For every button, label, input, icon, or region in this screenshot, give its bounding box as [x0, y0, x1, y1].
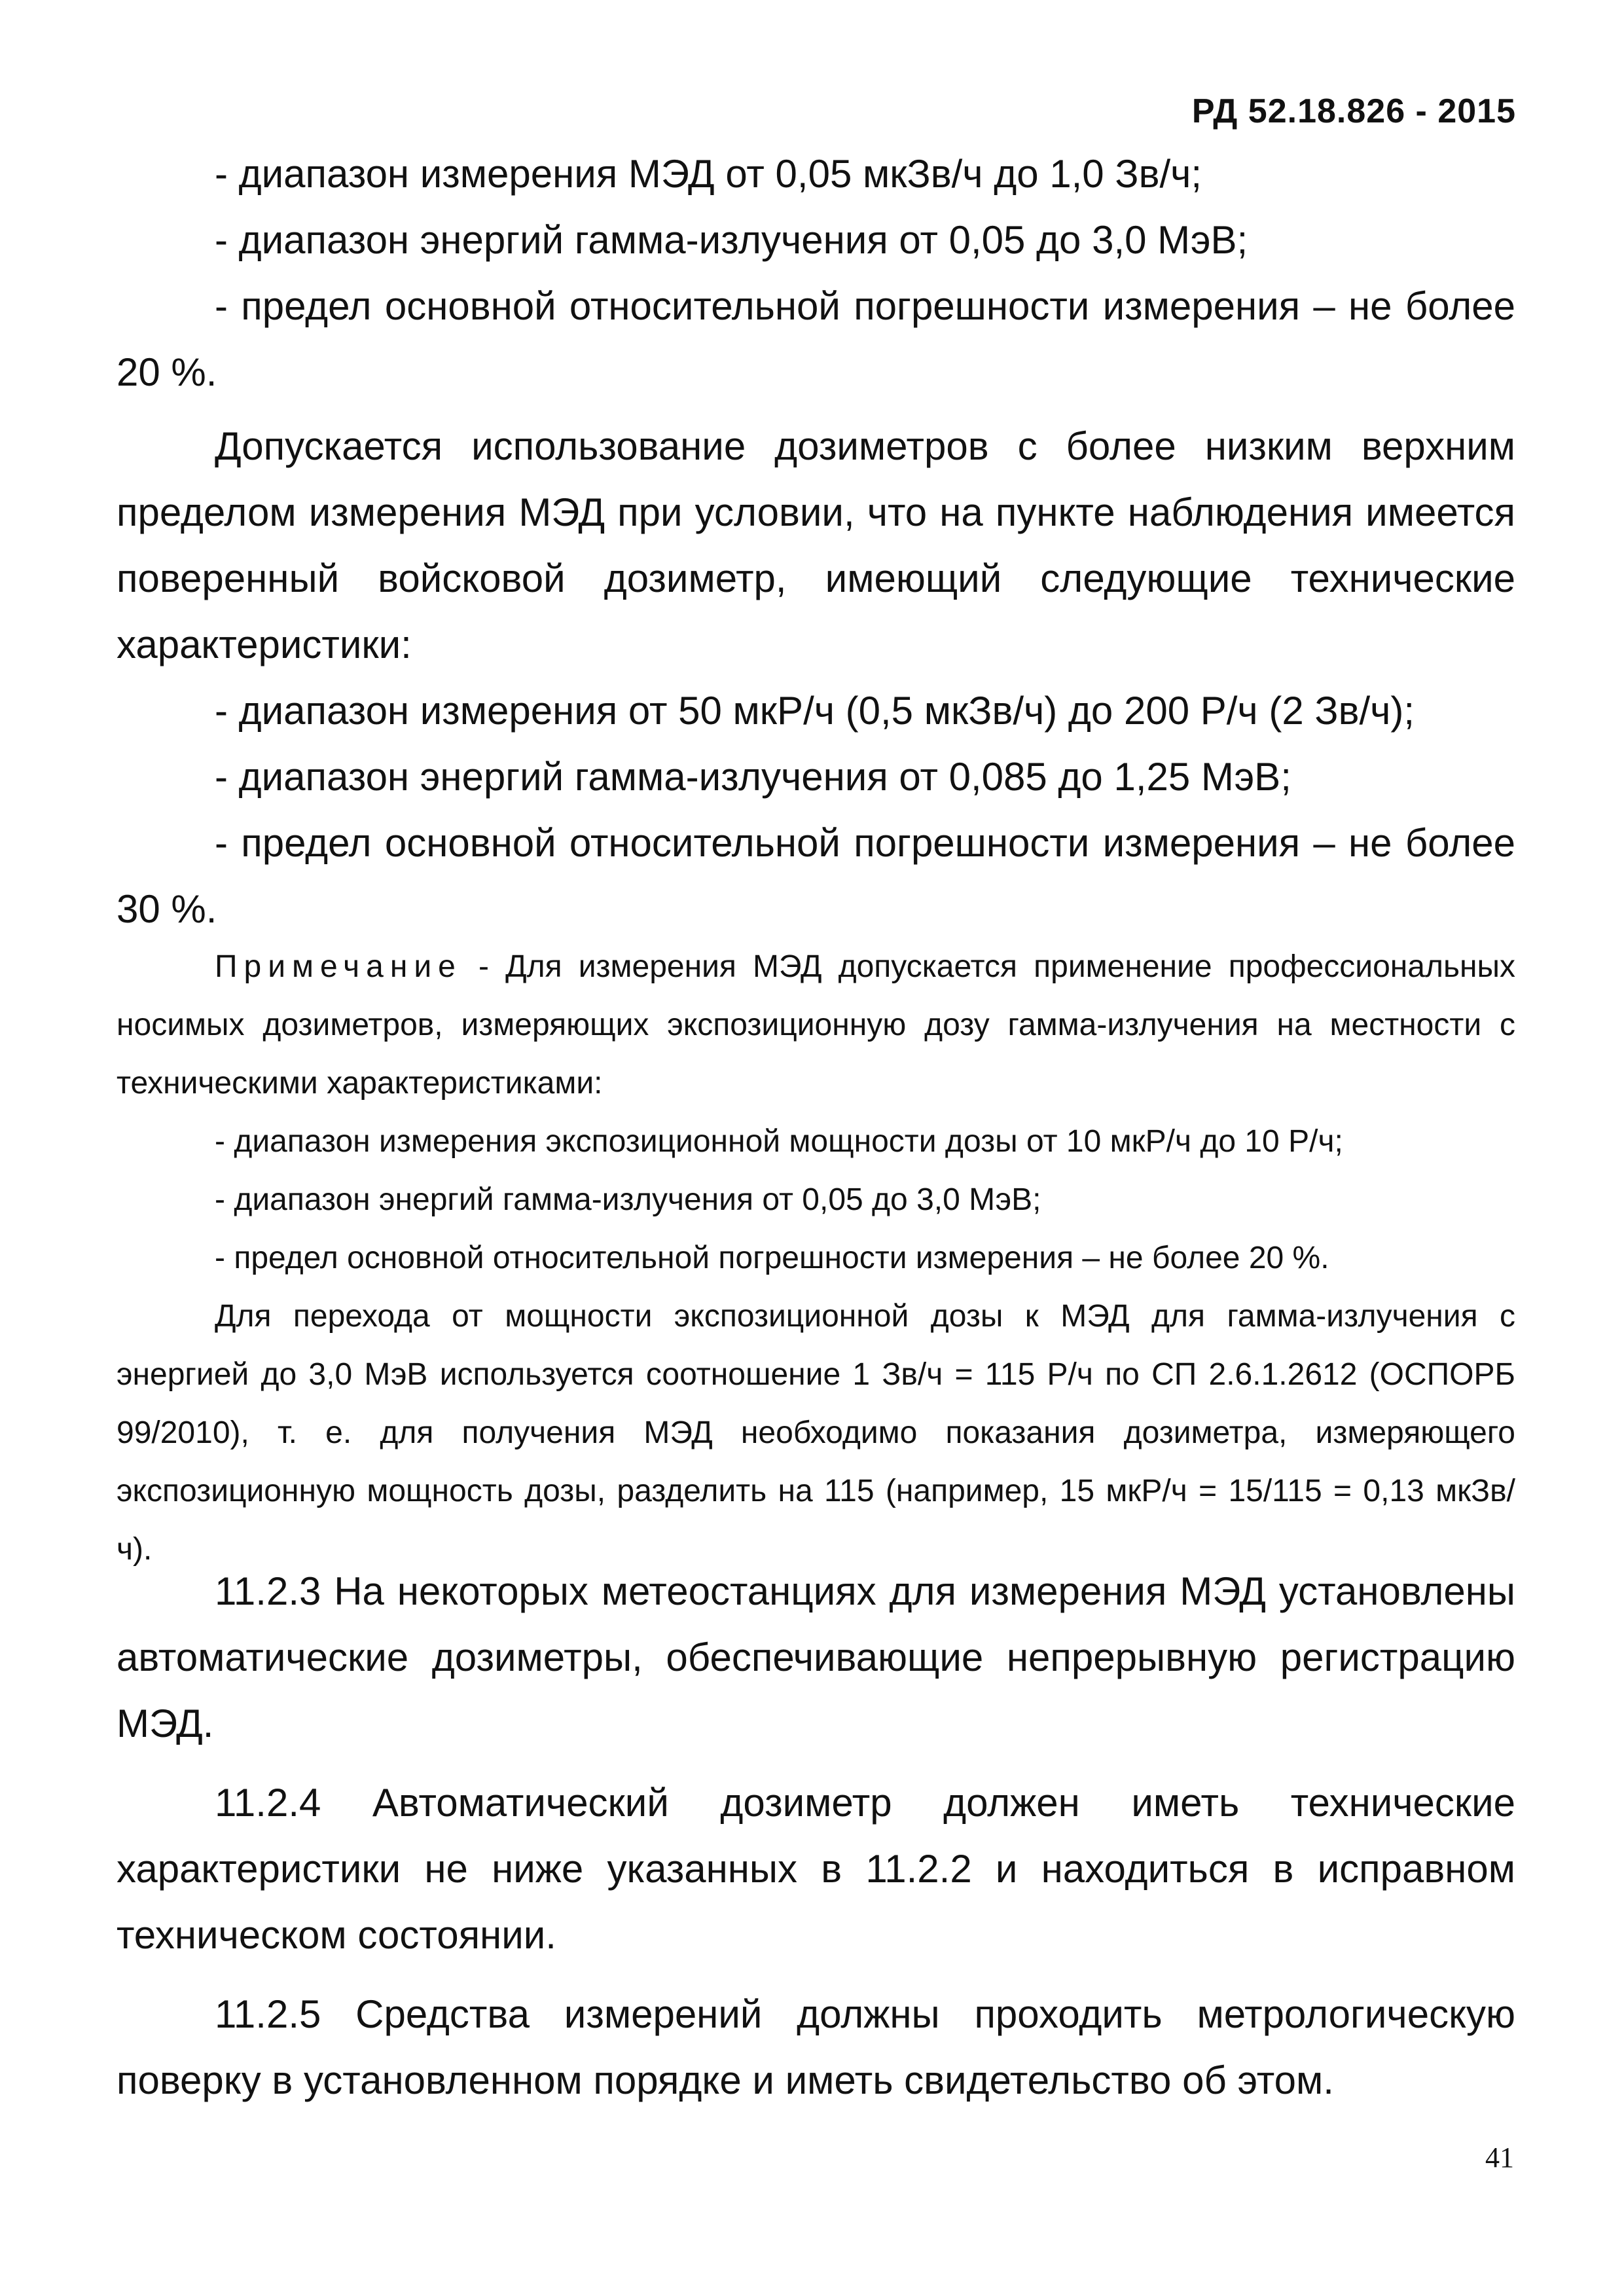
page-number: 41 [1485, 2141, 1514, 2174]
note-label: Примечание [215, 949, 462, 984]
note-item-exposure-range: - диапазон измерения экспозиционной мощности дозы от 10 мкР/ч до 10 Р/ч; [215, 1124, 1343, 1159]
note-item-error-limit: - предел основной относительной погрешности измерения – не более 20 %. [215, 1241, 1329, 1275]
list-item-energy-range: - диапазон энергий гамма-излучения от 0,05 до 3,0 МэВ; [215, 218, 1248, 262]
list-item-dose-rate-range: - диапазон измерения МЭД от 0,05 мкЗв/ч до 1,0 Зв/ч; [215, 152, 1202, 196]
note-block [117, 938, 1515, 1578]
list-item-military-range: - диапазон измерения от 50 мкР/ч (0,5 мкЗв/ч) до 200 Р/ч (2 Зв/ч); [215, 689, 1415, 733]
section-11-2-4: 11.2.4 Автоматический дозиметр должен иметь технические характеристики не ниже указанных в 11.2.2 и находиться в исправном техническом состоянии. [117, 1781, 1515, 1957]
document-code-header: РД 52.18.826 - 2015 [1191, 92, 1516, 130]
list-item-error-limit: - предел основной относительной погрешности измерения – не более 20 %. [117, 284, 1515, 394]
list-item-military-energy: - диапазон энергий гамма-излучения от 0,085 до 1,25 МэВ; [215, 755, 1291, 799]
section-11-2-3: 11.2.3 На некоторых метеостанциях для измерения МЭД установлены автоматические дозиметры, обеспечивающие непрерывную регистрацию МЭД. [117, 1569, 1515, 1745]
paragraph-allowed-dosimeters: Допускается использование дозиметров с более низким верхним пределом измерения МЭД при условии, что на пункте наблюдения имеется поверенный войсковой дозиметр, имеющий следующие технические характеристики: [117, 424, 1515, 666]
main-text-top [117, 141, 1515, 942]
note-text: - Для измерения МЭД допускается применение профессиональных носимых дозиметров, измеряющих экспозиционную дозу гамма-излучения на местности с техническими характеристиками: [117, 949, 1515, 1101]
main-text-bottom [117, 1558, 1515, 2113]
note-item-energy-range: - диапазон энергий гамма-излучения от 0,05 до 3,0 МэВ; [215, 1182, 1041, 1217]
note-paragraph [117, 938, 1515, 1112]
list-item-military-error: - предел основной относительной погрешности измерения – не более 30 %. [117, 821, 1515, 931]
section-11-2-5: 11.2.5 Средства измерений должны проходить метрологическую поверку в установленном порядке и иметь свидетельство об этом. [117, 1992, 1515, 2102]
note-conversion-paragraph: Для перехода от мощности экспозиционной дозы к МЭД для гамма-излучения с энергией до 3,0 МэВ используется соотношение 1 Зв/ч = 115 Р/ч по СП 2.6.1.2612 (ОСПОРБ 99/2010), т. е. для получения МЭД необходимо показания дозиметра, измеряющего экспозиционную мощность дозы, разделить на 115 (например, 15 мкР/ч = 15/115 = 0,13 мкЗв/ч). [117, 1299, 1515, 1567]
